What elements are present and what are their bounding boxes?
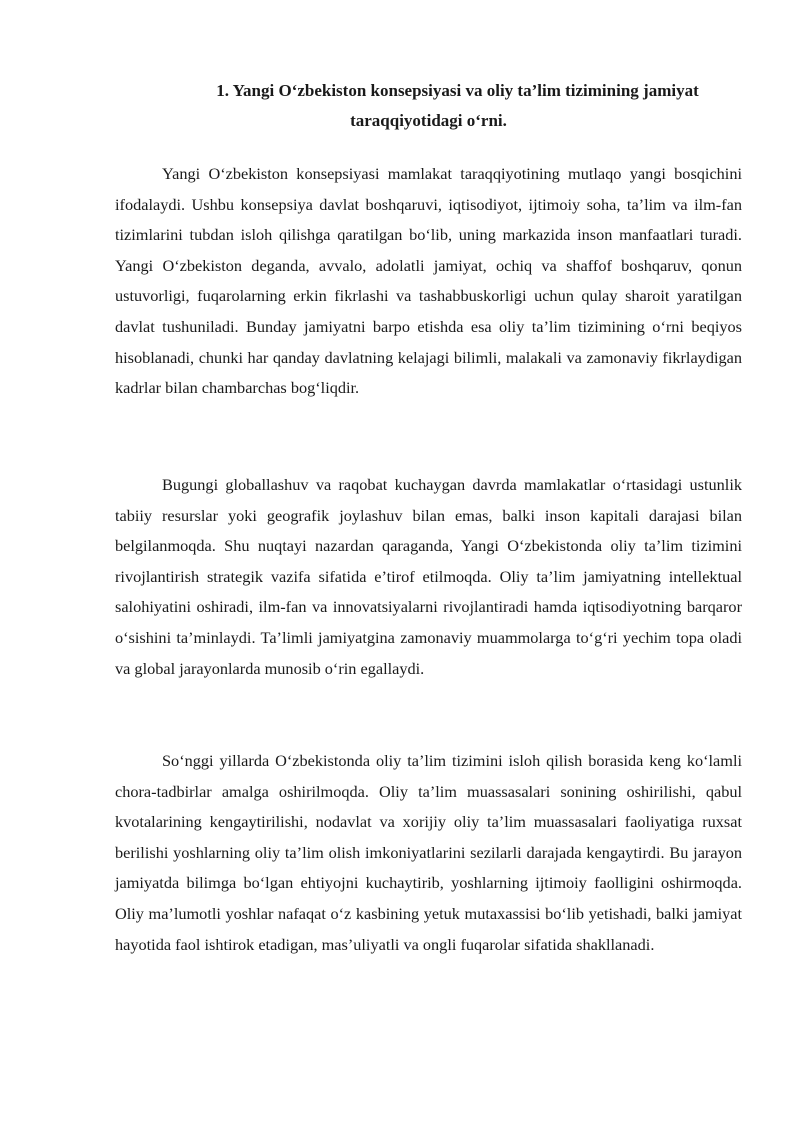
body-paragraph-3: So‘nggi yillarda O‘zbekistonda oliy ta’lim tizimini isloh qilish borasida keng ko‘lamli chora-tadbirlar amalga oshirilmoqda. Oliy ta’lim muassasalari sonining oshirilishi, qabul kvotalarining kengaytirilishi, nodavlat va xorijiy oliy ta’lim muassasalari faoliyatiga ruxsat berilishi yoshlarning oliy ta’lim olish imkoniyatlarini sezilarli darajada kengaytirdi. Bu jarayon jamiyatda bilimga bo‘lgan ehtiyojni kuchaytirib, yoshlarning ijtimoiy faolligini oshirmoqda. Oliy ma’lumotli yoshlar nafaqat o‘z kasbining yetuk mutaxassisi bo‘lib yetishadi, balki jamiyat hayotida faol ishtirok etadigan, mas’uliyatli va ongli fuqarolar sifatida shakllanadi.: [115, 751, 742, 954]
section-heading-line-1: 1. Yangi O‘zbekiston konsepsiyasi va oliy ta’lim tizimining jamiyat: [216, 81, 699, 100]
body-paragraph-1: Yangi O‘zbekiston konsepsiyasi mamlakat taraqqiyotining mutlaqo yangi bosqichini ifodalaydi. Ushbu konsepsiya davlat boshqaruvi, iqtisodiyot, ijtimoiy soha, ta’lim va ilm-fan tizimlarini tubdan isloh qilishga qaratilgan bo‘lib, uning markazida inson manfaatlari turadi. Yangi O‘zbekiston deganda, avvalo, adolatli jamiyat, ochiq va shaffof boshqaruv, qonun ustuvorligi, fuqarolarning erkin fikrlashi va tashabbuskorligi uchun qulay sharoit yaratilgan davlat tushuniladi. Bunday jamiyatni barpo etishda esa oliy ta’lim tizimining o‘rni beqiyos hisoblanadi, chunki har qanday davlatning kelajagi bilimli, malakali va zamonaviy fikrlaydigan kadrlar bilan chambarchas bog‘liqdir.: [115, 164, 742, 398]
section-heading-line-2: taraqqiyotidagi o‘rni.: [350, 111, 507, 130]
section-heading: [115, 76, 742, 136]
body-paragraph-2: Bugungi globallashuv va raqobat kuchaygan davrda mamlakatlar o‘rtasidagi ustunlik tabiiy resurslar yoki geografik joylashuv bilan emas, balki inson kapitali darajasi bilan belgilanmoqda. Shu nuqtayi nazardan qaraganda, Yangi O‘zbekistonda oliy ta’lim tizimini rivojlantirish strategik vazifa sifatida e’tirof etilmoqda. Oliy ta’lim jamiyatning intellektual salohiyatini oshiradi, ilm-fan va innovatsiyalarni rivojlantiradi hamda iqtisodiyotning barqaror o‘sishini ta’minlaydi. Ta’limli jamiyatgina zamonaviy muammolarga to‘g‘ri yechim topa oladi va global jarayonlarda munosib o‘rin egallaydi.: [115, 475, 742, 678]
